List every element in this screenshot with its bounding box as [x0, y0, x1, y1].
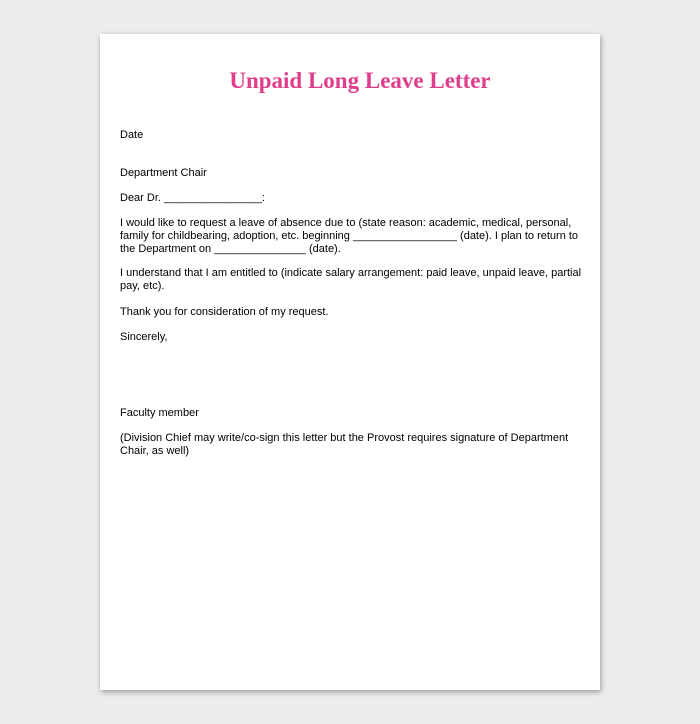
- date-label: Date: [120, 129, 144, 141]
- thanks-paragraph: Thank you for consideration of my request.: [120, 306, 329, 318]
- recipient-line: Department Chair: [120, 167, 207, 179]
- note-paragraph: (Division Chief may write/co-sign this letter but the Provost requires signature of Department Chair, as well): [120, 432, 569, 457]
- salutation-line: Dear Dr. ________________:: [120, 192, 265, 204]
- letter-page: [100, 34, 600, 690]
- request-paragraph: I would like to request a leave of absence due to (state reason: academic, medical, personal, family for childbearing, adoption, etc. beginning _________________ (date). I plan to return to the Department on _______________ (date).: [120, 217, 579, 255]
- salary-paragraph: I understand that I am entitled to (indicate salary arrangement: paid leave, unpaid leave, partial pay, etc).: [120, 267, 582, 292]
- signature-line: Faculty member: [120, 407, 199, 419]
- closing-line: Sincerely,: [120, 331, 168, 343]
- page-title: Unpaid Long Leave Letter: [229, 68, 491, 93]
